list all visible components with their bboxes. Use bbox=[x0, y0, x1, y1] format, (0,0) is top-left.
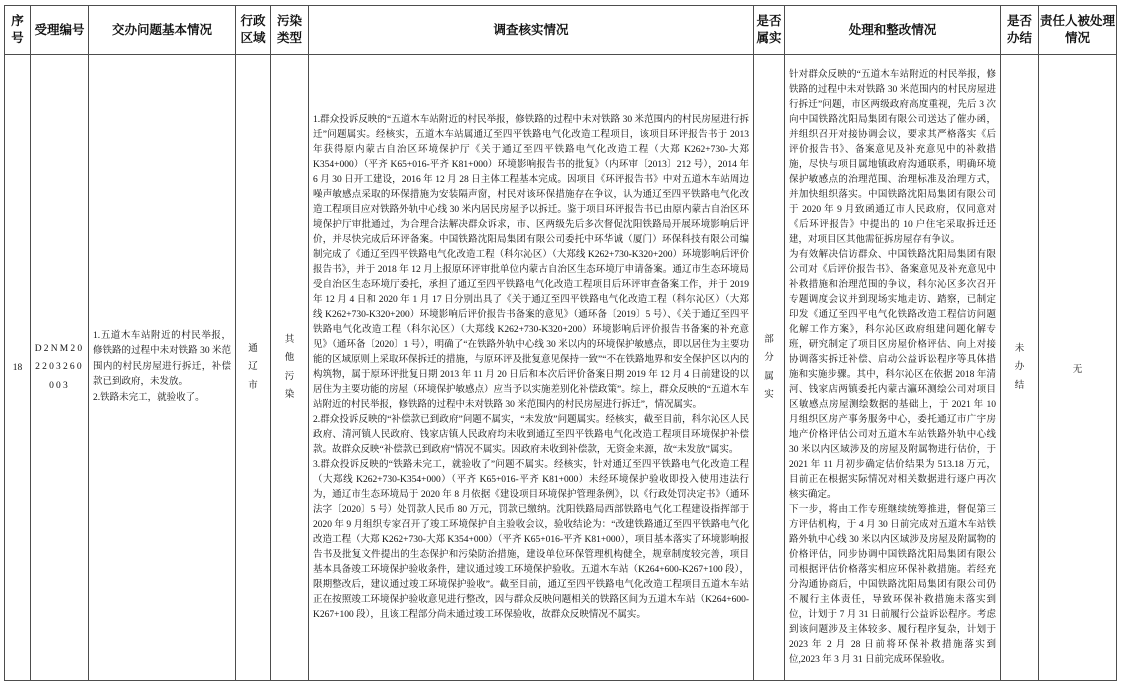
table-body bbox=[5, 55, 1117, 681]
header-case-number: 受理编号 bbox=[31, 6, 89, 55]
problem-item: 2.铁路未完工，就验收了。 bbox=[93, 392, 205, 403]
handling-paragraph: 针对群众反映的“五道木车站附近的村民举报，修铁路的过程中未对铁路 30 米范围内的村民房屋进行拆迁”问题，市区两级政府高度重视，先后 3 次向中国铁路沈阳局集团有限公司送达了催办函，并组织召开对接协调会议，要求其严格落实《后评价报告书》、备案意见及补充意见中的补救措施，尽快与项目属地镇政府沟通联系，明确环境保护敏感点的治理范围、治理标准及治理方式，并加快组织落实。中国铁路沈阳局集团有限公司于 2020 年 9 月致函通辽市人民政府，仅同意对《后环评报告》中提出的 10 户住宅采取拆迁还建，对项目区其他需征拆房屋存有争议。 bbox=[789, 69, 996, 245]
cell-investigation bbox=[309, 55, 754, 681]
cell-handling bbox=[785, 55, 1001, 681]
header-pollution-type: 污染类型 bbox=[271, 6, 309, 55]
cell-is-concluded bbox=[1001, 55, 1039, 681]
table-row bbox=[5, 55, 1117, 681]
cell-pollution-type bbox=[271, 55, 309, 681]
header-is-concluded: 是否办结 bbox=[1001, 6, 1039, 55]
complaint-handling-table bbox=[4, 5, 1117, 681]
header-accountability: 责任人被处理情况 bbox=[1039, 6, 1117, 55]
header-handling: 处理和整改情况 bbox=[785, 6, 1001, 55]
header-row bbox=[5, 6, 1117, 55]
table-header bbox=[5, 6, 1117, 55]
handling-paragraph: 下一步，将由工作专班继续统筹推进，督促第三方评估机构，于 4 月 30 日前完成对五道木车站铁路外轨中心线 30 米以内区域涉及房屋及附属物的价格评估，同步协调中国铁路沈阳局集团有限公司根据评估价格落实相应环保补救措施。若经充分沟通协商后，中国铁路沈阳局集团有限公司仍不履行主体责任，导致环保补救措施未落实到位，计划于 7 月 31 日前履行公益诉讼程序。考虑到该问题涉及主体较多、履行程序复杂，计划于 2023 年 2 月 28 日前将环保补救措施落实到位,2023 年 3 月 31 日前完成环保验收。 bbox=[789, 504, 996, 665]
region-value: 通辽市 bbox=[248, 344, 258, 391]
cell-problem bbox=[89, 55, 236, 681]
investigation-paragraph: 1.群众投诉反映的“五道木车站附近的村民举报，修铁路的过程中未对铁路 30 米范围内的村民房屋进行拆迁”问题属实。经核实，五道木车站属通辽至四平铁路电气化改造工程项目，该项目环评报告书于 2013 年获得原内蒙古自治区环境保护厅《关于通辽至四平铁路电气化改造工程（大郑 K262+730-大郑 K354+000）（平齐 K65+016-平齐 K81+000）环境影响报告书的批复》（内环审〔2013〕212 号），2014 年 6 月 30 日开工建设，2016 年 12 月 28 日主体工程基本完成。因项目《环评报告书》中对五道木车站周边噪声敏感点采取的环保措施为安装隔声窗，村民对该环保措施存在争议，认为通辽至四平铁路电气化改造工程项目应对铁路外轨中心线 30 米内居民房屋予以拆迁。鉴于项目环评报告书已由原内蒙古自治区环境保护厅审批通过，为合理合法解决群众诉求，市、区两级先后多次督促沈阳铁路局开展环境影响后评价，并尽快完成后环评备案。中国铁路沈阳局集团有限公司委托中环华诚（厦门）环保科技有限公司编制完成了《通辽至四平铁路电气化改造工程（科尔沁区）（大郑线 K262+730-K320+200）环境影响后评价报告书》，并于 2018 年 12 月上报原环评审批单位内蒙古自治区生态环境厅申请备案。通辽市生态环境局受自治区生态环境厅委托，承担了通辽至四平铁路电气化改造工程项目后环评审查备案工作，并于 2019 年 12 月 4 日和 2020 年 1 月 17 日分别出具了《关于通辽至四平铁路电气化改造工程（科尔沁区）（大郑线 K262+730-K320+200）环境影响后评价报告书备案的意见》（通环备〔2019〕5 号）、《关于通辽至四平铁路电气化改造工程（科尔沁区）（大郑线 K262+730-K320+200）环境影响后评价报告书备案的补充意见》（通环备〔2020〕1 号），明确了“在铁路外轨中心线 30 米以内的环境保护敏感点，即以居住为主要功能的区域原则上采取环保拆迁的措施，与原环评及批复意见保持一致”“不在铁路地界和安全保护区以内的构筑物，属于原环评批复日期 2013 年 11 月 20 日后和本次后评价备案日期 2019 年 12 月 4 日前建设的以居住为主要功能的房屋（环境保护敏感点）应当予以实施差别化补偿政策”。综上，群众反映的“五道木车站附近的村民举报，修铁路的过程中未对铁路 30 米范围内的村民房屋进行拆迁”，情况属实。 bbox=[313, 114, 749, 410]
header-problem: 交办问题基本情况 bbox=[89, 6, 236, 55]
pollution-type-value: 其他污染 bbox=[284, 335, 295, 400]
cell-case-number: D2NM202203260003 bbox=[31, 55, 89, 681]
investigation-paragraph: 3.群众投诉反映的“铁路未完工，就验收了”问题不属实。经核实，针对通辽至四平铁路电气化改造工程（大郑线 K262+730-K354+000）（平齐 K65+016-平齐 K81+000）未经环境保护验收即投入使用违法行为，通辽市生态环境局于 2020 年 8 月依据《建设项目环境保护管理条例》，以《行政处罚决定书》（通环法字〔2020〕5 号）处罚款人民币 80 万元，罚款已缴纳。沈阳铁路局西部铁路电气化工程建设指挥部于 2020 年 9 月组织专家召开了竣工环境保护自主验收会议，验收结论为：“改建铁路通辽至四平铁路电气化改造工程（大郑 K262+730-大郑 K354+000）（平齐 K65+016-平齐 K81+000），项目基本落实了环境影响报告书及批复文件提出的生态保护和污染防治措施，建设单位环保管理机构健全，规章制度较完善，项目基本具备竣工环境保护验收条件，建议通过竣工环境保护验收。五道木车站（K264+600-K267+100 段），限期整改后，建议通过竣工环境保护验收”。截至目前，通辽至四平铁路电气化改造工程项目五道木车站正在按照竣工环境保护验收意见进行整改，因与群众反映问题相关的铁路区间为五道木车站（K264+600-K267+100 段），且该工程部分尚未通过竣工环保验收，故群众反映情况不属实。 bbox=[313, 459, 749, 620]
investigation-paragraph: 2.群众投诉反映的“补偿款已到政府”问题不属实，“未发放”问题属实。经核实，截至目前，科尔沁区人民政府、清河镇人民政府、钱家店镇人民政府均未收到通辽至四平铁路电气化改造工程项目环境保护补偿款。故群众反映“补偿款已到政府”情况不属实。因政府未收到补偿款，无资金来源，故“未发放”属实。 bbox=[313, 414, 749, 455]
problem-item: 1.五道木车站附近的村民举报，修铁路的过程中未对铁路 30 米范围内的村民房屋进行拆迁，补偿款已到政府，未发放。 bbox=[93, 330, 231, 388]
header-serial: 序号 bbox=[5, 6, 31, 55]
header-investigation: 调查核实情况 bbox=[309, 6, 754, 55]
cell-accountability: 无 bbox=[1039, 55, 1117, 681]
header-is-verified: 是否属实 bbox=[754, 6, 785, 55]
is-concluded-value: 未办结 bbox=[1014, 344, 1025, 391]
cell-is-verified bbox=[754, 55, 785, 681]
header-region: 行政区域 bbox=[236, 6, 271, 55]
cell-serial: 18 bbox=[5, 55, 31, 681]
cell-region bbox=[236, 55, 271, 681]
handling-paragraph: 为有效解决信访群众、中国铁路沈阳局集团有限公司对《后评价报告书》、备案意见及补充意见中补救措施和治理范围的争议，科尔沁区多次召开专题调度会议并到现场实地走访、踏察，已制定印发《通辽至四平电气化铁路改造工程信访问题化解工作方案》，科尔沁区政府组建问题化解专班，研究制定了项目区房屋价格评估、向上对接协调落实拆迁补偿、启动公益诉讼程序等具体措施和实施步骤。其中，科尔沁区在依据 2018 年清河、钱家店两镇委托内蒙古瀛环测绘公司对项目区敏感点房屋测绘数据的基础上，于 2021 年 10 月组织区房产事务服务中心，委托通辽市广宇房地产价格评估公司对五道木车站铁路外轨中心线 30 米以内区域涉及的房屋及附属物进行估价，于 2021 年 11 月初步确定估价结果为 513.18 万元，目前正在根据实际情况对相关数据进行逐户再次核实确定。 bbox=[789, 249, 996, 500]
is-verified-value: 部分属实 bbox=[764, 335, 774, 400]
